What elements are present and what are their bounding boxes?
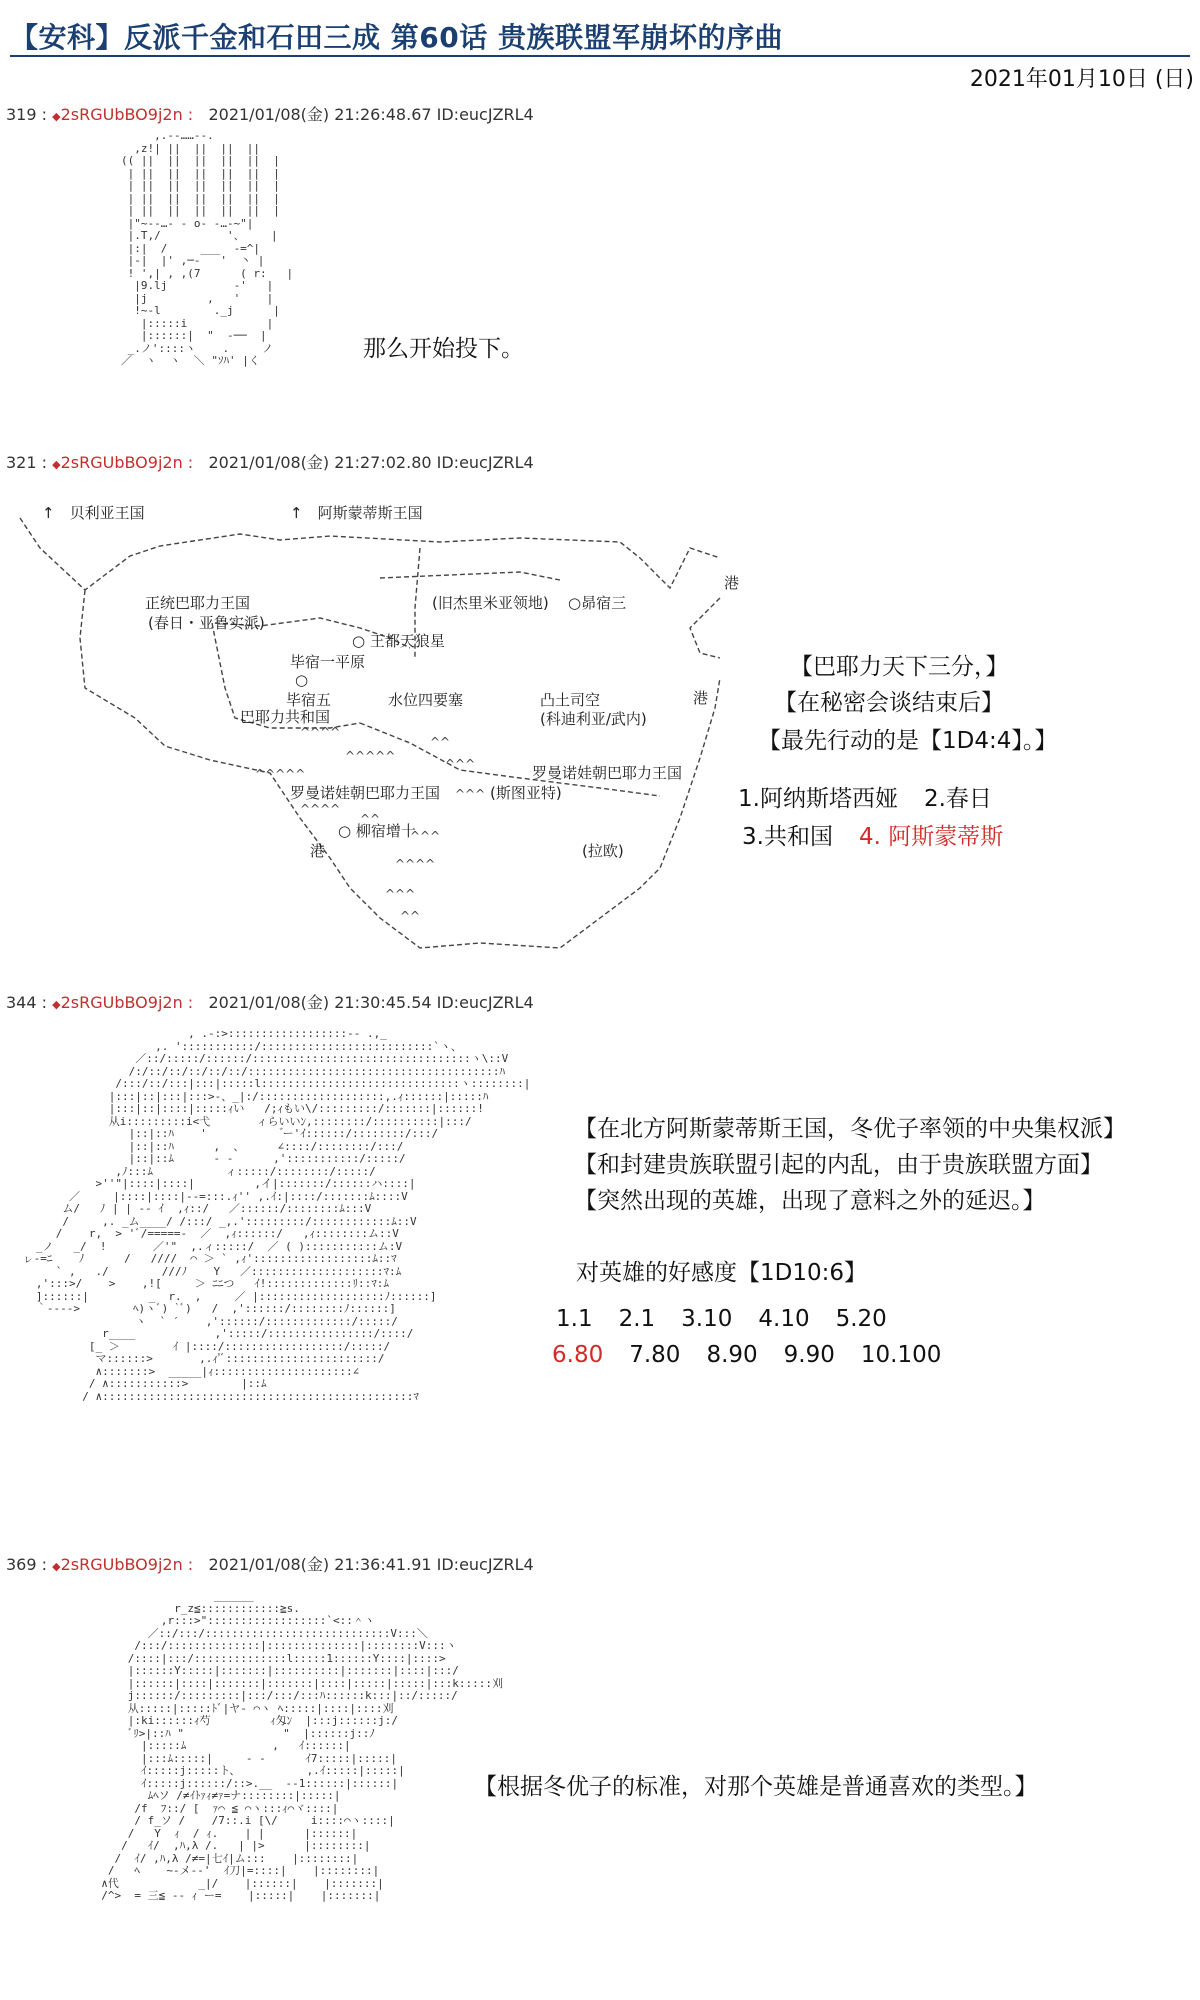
narration-line: 【突然出现的英雄，出现了意料之外的延迟。】 (574, 1188, 1046, 1214)
post-datetime: 2021/01/08(金) 21:27:02.80 ID:eucJZRL4 (208, 453, 534, 472)
page-title: 【安科】反派千金和石田三成 第60话 贵族联盟军崩坏的序曲 (10, 21, 783, 54)
post-number: 344 : (6, 993, 48, 1012)
diamond-icon: ◆ (52, 458, 61, 471)
choice-option: 3.共和国 (742, 824, 833, 850)
post-number: 369 : (6, 1555, 48, 1574)
narration-line: 【在秘密会谈结束后】 (774, 690, 1004, 716)
post-datetime: 2021/01/08(金) 21:26:48.67 ID:eucJZRL4 (208, 105, 534, 124)
svg-text:^^^^^: ^^^^^ (255, 767, 306, 781)
option-selected: 6.80 (552, 1342, 604, 1368)
svg-text:^^: ^^ (430, 735, 451, 749)
post-header-344 (6, 990, 534, 1013)
svg-text:^^^^: ^^^^ (300, 725, 341, 739)
post-header-369 (6, 1552, 534, 1575)
title-divider (10, 55, 1190, 57)
svg-text:^^: ^^ (360, 812, 381, 826)
map-label-liushuku: ○ 柳宿增十 (338, 822, 416, 840)
svg-text:^^^: ^^^ (445, 757, 476, 771)
map-label-stiltan: (斯图亚特) (490, 784, 562, 802)
map-label-former-jupiter: (旧杰里米亚领地) (432, 594, 549, 612)
post-header-319 (6, 102, 534, 125)
map-label-bishuku: 毕宿一平原 (290, 653, 366, 671)
option: 8.90 (706, 1342, 758, 1368)
ascii-art-character: ______ r_z≦::::::::::::≧s. ,r:::>"::::::::::::::::::`<::＾ヽ ／::/:::/::::::::::::::::::::::::::::V:::＼ /:::/::::::::::::::|::::::::::::::|::::::::V:::ヽ /::::|:::/::::::::::::::l:::::1::::::Y::::|::::> |::::::Y:::::|:::::::|::::::::::|:::::::|::::|:::/ |::::::|::::|:::::::|:::::::|::::|:::::|:::::|:::k:::::刈 j::::::/:::::::::|:::/:::/:::ﾊ::::::k:::|::/:::::/ 从:::::|:::::ﾄﾞ|ヤ- ⌒ヽ ﾍ:::::|::::|::::刈 |:ki::::::ｨ芍 ｨ匁ﾝ |:::j::::::j:/ ﾞﾘ>|::ﾊ " " |::::::j::ﾉ |:::::ﾑ , ｲ::::::| |:::ﾑ:::::| ‐ - ｲ7:::::|:::::| ｲ:::::j:::::ト、 ,.ｲ:::::|:::::| ｲ:::::j::::::/::>.__ --1::::::|::::::| ﾑﾍソ /≠ｲﾄｧｨ≠ｧ=ナ::::::::|:::::| /f ﾌ::/ [ ｧ⌒ ≦ ⌒ヽ:::ｨ⌒ヾ::::| / f_ソ / /7::.i [\/ i::::⌒ヽ::::| / Y ｨ / ｨ. | | |::::::| / ｲ/ ,ﾊ,λ /. | |> |::::::::| / ｲ/ ,ﾊ,λ /≠=|七ｲ|ム::: |::::::::| / ﾍ ~-メ-‐' ｲ刀|=::::| |::::::::| ∧代 _|/ |::::::| |:::::::| /^> = 三≦ -- ｨ ー= |:::::| |:::::::| (101, 1589, 503, 1902)
choice-row (738, 780, 1018, 813)
narration-text: 那么开始投下。 (363, 336, 524, 362)
map-label-beliya: ↑ 贝利亚王国 (42, 504, 145, 522)
poster-name[interactable]: 2sRGUbBO9j2n : (60, 453, 194, 472)
svg-text:^^^^^: ^^^^^ (345, 749, 396, 763)
option: 5.20 (835, 1306, 887, 1332)
poster-name[interactable]: 2sRGUbBO9j2n : (60, 993, 194, 1012)
svg-text:^^^^: ^^^^ (300, 802, 341, 816)
inner-border (690, 598, 720, 658)
map-label-asmontis: ↑ 阿斯蒙蒂斯王国 (290, 504, 423, 522)
ascii-art-character: ,.-‐……‐-. ,z!| || || || || (( || || || || || | | || || || || || | | || || || || || | | || || || || || | | || || || || || | |"~-‐…‐ ‐ o‐ ‐…‐~"| |.T,/ '、 | |:| / ___ -=^| |-| |' ,─‐ ' 丶 | ! ',| , ,(7 ( r: | |9.lj ‐' | |j , ' | !~-l ._j | |:::::i | |::::::| " ‐── | _.ノ'::::ヽ . ノ ／ ヽ ヽ ＼ "ｿﾊ' |く (120, 129, 294, 367)
choice-option-selected: 4. 阿斯蒙蒂斯 (858, 824, 1004, 850)
ascii-map (0, 478, 740, 958)
ascii-art-character: , .-:>::::::::::::::::::‐- .,_ ,. ':::::::::::/::::::::::::::::::::::::::`ヽ、 ／::/:::::/::::::/:::::::::::::::::::::::::::::::::ヽ\::V /:/::/::/::/::/::/::::::::::::::::::::::::::::::::::::::ﾊ /:::/::/:::|:::|:::::l::::::::::::::::::::::::::::::ヽ::::::::| |:::|::|:::|:::>-、_|:/:::::::::::::::::::,.ｨ::::::|:::::ﾊ |:::|::|::::|:::::ｨい /;ｨもい\/:::::::::/:::::::|::::::! 从i:::::::::i<弋 ィらいいﾝ,::::::::/::::::::::|:::/ |::|::ﾊ ' ゙ー'ｲ::::::/::::::::/:::/ |::|::ﾊ , 、 ∠::::/::::::::/:::/ |::|::ﾑ ‐ - ,':::::::::::/:::::/ ,ﾉ:::ﾑ ィ:::::/::::::::/:::::/ >''"|::::|::::| ,イ|:::::::/::::::ハ::::| ／ |::::|::::|-‐=:::.ｨ'' ,.ｲ:|::::/:::::::ﾑ::::V ム/ ﾉ | | -‐ ｲ ,ｨ::/ ／::::::/::::::::ﾑ:::V / ,. _ム____/ /:::/ _,.':::::::::/::::::::::::ﾑ::V / r, > 'ﾞ/=====- ／ ,ｨ::::::/ ,ｨ::::::::ム::V _ノ _/ ! ／'" ,.ィ:::::/ ／ ( ):::::::::::ム:V ㇾ-=ﾆ ﾉ / //// ⌒ ＞ ` ,ｨ'::::::::::::::::::ﾑ::ﾏ ` , ./ ///ﾉ Y ／::::::::::::::::::::ﾏ:ﾑ ,':::>/ > ,![ ＞ ﾆﾆつ ｲ!:::::::::::::ﾘ::ﾏ:ﾑ ]::::::| _ r. , ／ |:::::::::::::::::::ﾉ::::::] ｀----> ﾍ)ヽﾞ) `ﾞ) / ,'::::::/::::::::ﾉ::::::] ヽ ` ′ ,'::::::/:::::::::::::/:::::/ r____ ,':::::/::::::::::::::::/::::/ [_ ＞ ｲ |::::/::::::::::::::::::/:::::/ マ::::::> ,.ｨ'ﾞ:::::::::::::::::::::::/ ∧:::::::> _____|ｨ:::::::::::::::::::::∠ / ∧:::::::::::> |::ﾑ / ∧:::::::::::::::::::::::::::::::::::::::::::::::ﾏ (22, 1027, 531, 1403)
option: 10.100 (860, 1342, 942, 1368)
narration-text: 【根据冬优子的标准，对那个英雄是普通喜欢的类型。】 (474, 1774, 1038, 1800)
svg-text:^^^: ^^^ (410, 829, 441, 843)
map-label-maoshuku: ○昴宿三 (568, 594, 627, 612)
river (380, 572, 560, 580)
post-number: 319 : (6, 105, 48, 124)
choice-option: 1.阿纳斯塔西娅 (738, 786, 898, 812)
map-border (20, 518, 720, 590)
post-number: 321 : (6, 453, 48, 472)
map-label-orthodox: 正统巴耶力王国 (145, 594, 251, 612)
poster-name[interactable]: 2sRGUbBO9j2n : (60, 1555, 194, 1574)
svg-text:^^^^: ^^^^ (395, 857, 436, 871)
map-label-orthodox-sub: (春日・亚鲁实派) (148, 614, 265, 632)
map-label-capital: ○ 王都天狼星 (352, 632, 445, 650)
map-label-port: 港 (693, 689, 709, 707)
post-date: 2021年01月10日 (日) (969, 67, 1194, 92)
map-label-todoshi: 凸土司空 (540, 691, 601, 709)
map-label-romano: 罗曼诺娃朝巴耶力王国 (290, 784, 441, 802)
option: 3.10 (681, 1306, 733, 1332)
map-label-republic: 巴耶力共和国 (240, 708, 331, 726)
option: 7.80 (629, 1342, 681, 1368)
map-label-bishuku5: 毕宿五 (286, 691, 332, 709)
post-header-321 (6, 450, 534, 473)
svg-text:^^: ^^ (400, 909, 421, 923)
map-label-port: 港 (310, 842, 326, 860)
map-label-romano: 罗曼诺娃朝巴耶力王国 (532, 764, 683, 782)
dice-roll: 对英雄的好感度【1D10:6】 (576, 1260, 867, 1286)
option-row (556, 1306, 913, 1332)
option: 1.1 (556, 1306, 593, 1332)
diamond-icon: ◆ (52, 998, 61, 1011)
poster-name[interactable]: 2sRGUbBO9j2n : (60, 105, 194, 124)
narration-line: 【巴耶力天下三分，】 (790, 654, 1009, 680)
narration-line: 【最先行动的是【1D4:4】。】 (758, 728, 1058, 754)
map-label-circle: ○ (295, 671, 309, 689)
option-row (552, 1342, 967, 1368)
choice-option: 2.春日 (923, 786, 992, 812)
map-label-laou: (拉欧) (582, 842, 624, 860)
post-datetime: 2021/01/08(金) 21:36:41.91 ID:eucJZRL4 (208, 1555, 534, 1574)
diamond-icon: ◆ (52, 110, 61, 123)
diamond-icon: ◆ (52, 1560, 61, 1573)
option: 4.10 (758, 1306, 810, 1332)
narration-line: 【和封建贵族联盟引起的内乱，由于贵族联盟方面】 (574, 1152, 1103, 1178)
narration-line: 【在北方阿斯蒙蒂斯王国，冬优子率领的中央集权派】 (574, 1116, 1126, 1142)
option: 2.1 (618, 1306, 656, 1332)
map-label-kodi: (科迪利亚/武内) (540, 710, 647, 728)
svg-text:^^^: ^^^ (455, 787, 486, 801)
svg-text:^^^: ^^^ (385, 887, 416, 901)
choice-row (742, 818, 1029, 851)
map-label-suiwei: 水位四要塞 (388, 691, 464, 709)
option: 9.90 (783, 1342, 835, 1368)
post-datetime: 2021/01/08(金) 21:30:45.54 ID:eucJZRL4 (208, 993, 534, 1012)
map-label-port: 港 (724, 574, 740, 592)
